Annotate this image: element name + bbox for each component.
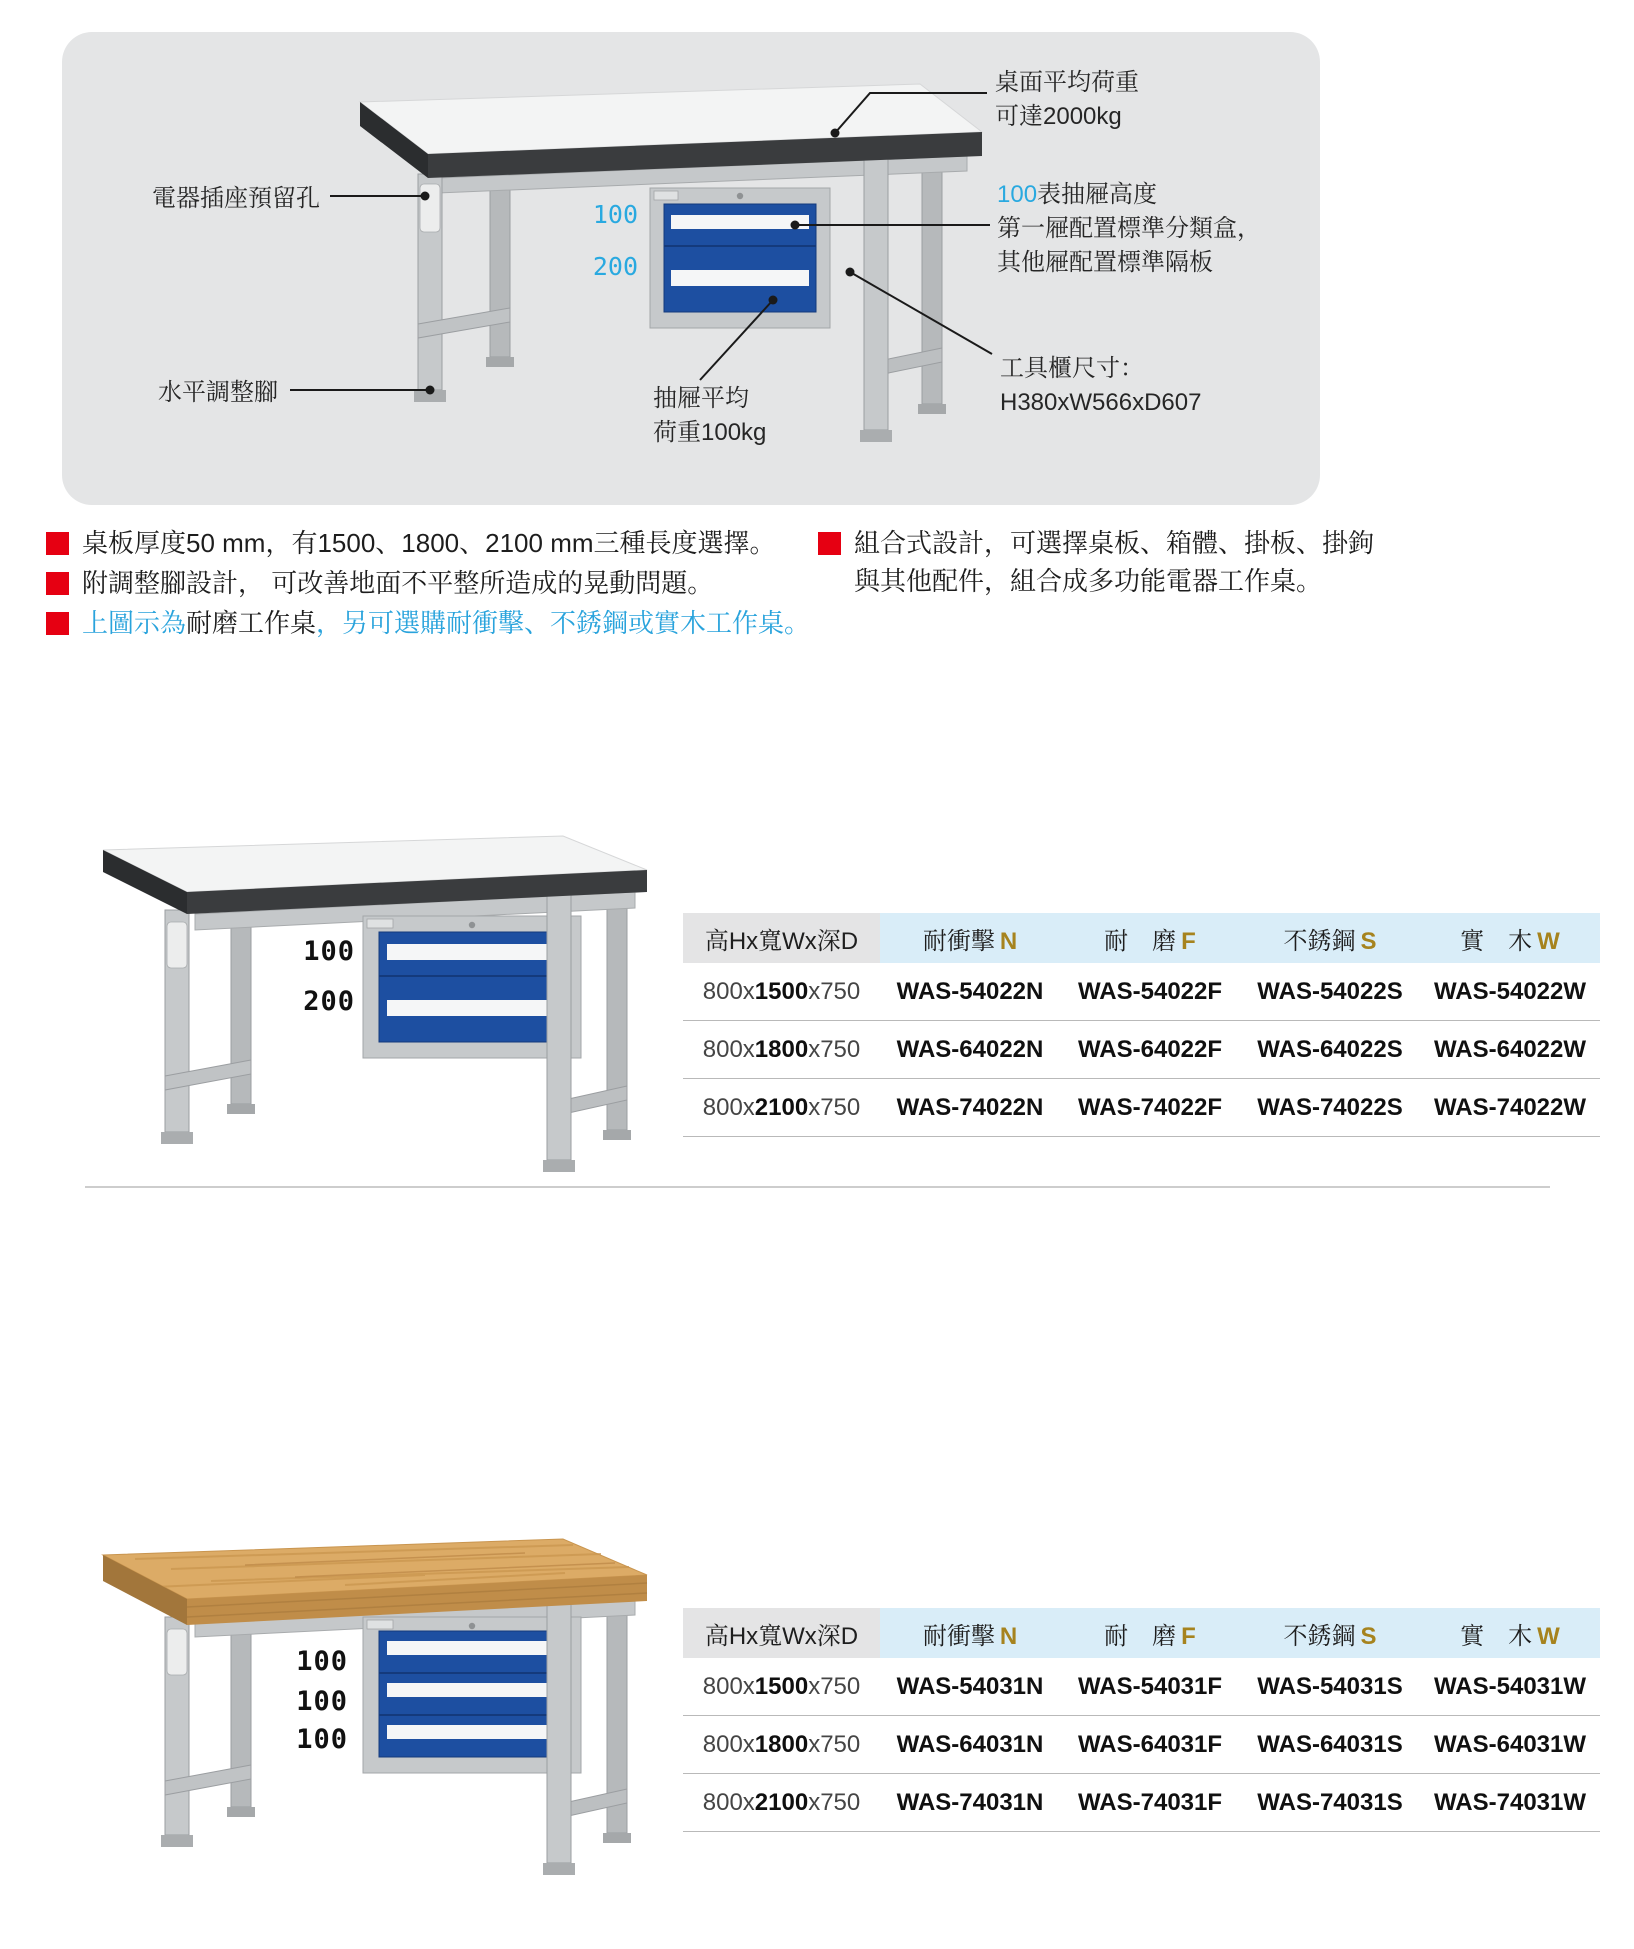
model-code: WAS-64031N	[880, 1716, 1060, 1774]
col-header-dimensions: 高Hx寬Wx深D	[683, 1608, 880, 1658]
model-code: WAS-64022F	[1060, 1021, 1240, 1079]
annotation-socket-hole: 電器插座預留孔	[152, 185, 320, 212]
col-header-impact: 耐衝擊 N	[880, 1608, 1060, 1658]
table-row	[683, 1079, 1600, 1137]
annotation-desk-load: 桌面平均荷重 可達2000kg	[995, 69, 1139, 130]
model-code: WAS-64022S	[1240, 1021, 1420, 1079]
col-header-stainless: 不銹鋼 S	[1240, 913, 1420, 963]
dimension-cell: 800x1500x750	[683, 963, 880, 1021]
model-code: WAS-54022W	[1420, 963, 1600, 1021]
workbench-laminate-illustration	[95, 830, 685, 1190]
col-header-abrasion: 耐 磨 F	[1060, 1608, 1240, 1658]
annotation-drawer-config: 第一屜配置標準分類盒， 其他屜配置標準隔板	[997, 215, 1261, 276]
table-row	[683, 1716, 1600, 1774]
col-header-wood: 實 木 W	[1420, 913, 1600, 963]
table-row	[683, 963, 1600, 1021]
drawer-height-label: 200	[303, 986, 355, 1017]
annotation-drawer-height: 100表抽屜高度	[997, 181, 1158, 208]
model-code: WAS-74031N	[880, 1774, 1060, 1832]
annotation-drawer-load: 抽屜平均 荷重100kg	[653, 385, 767, 446]
annotation-leveling-foot: 水平調整腳	[158, 379, 278, 406]
model-code: WAS-64031W	[1420, 1716, 1600, 1774]
model-code: WAS-54022S	[1240, 963, 1420, 1021]
drawer-height-label: 100	[303, 936, 355, 967]
workbench-wood-illustration	[95, 1533, 685, 1893]
model-code: WAS-64031F	[1060, 1716, 1240, 1774]
dimension-cell: 800x1800x750	[683, 1021, 880, 1079]
drawer-height-label: 100	[296, 1724, 348, 1755]
drawer-cabinet	[650, 188, 830, 328]
section-divider	[85, 1186, 1550, 1188]
col-header-impact: 耐衝擊 N	[880, 913, 1060, 963]
annotation-cabinet-size: 工具櫃尺寸： H380xW566xD607	[1000, 355, 1202, 416]
model-code: WAS-74022N	[880, 1079, 1060, 1137]
model-code: WAS-54022N	[880, 963, 1060, 1021]
bullet-adjustable-feet	[46, 564, 816, 602]
bullet-surface-options	[46, 604, 836, 642]
model-code: WAS-74022S	[1240, 1079, 1420, 1137]
bullet-text: 附調整腳設計， 可改善地面不平整所造成的晃動問題。	[82, 568, 714, 598]
drawer-height-label-100: 100	[592, 200, 638, 229]
model-code: WAS-54031S	[1240, 1658, 1420, 1716]
model-code: WAS-64022W	[1420, 1021, 1600, 1079]
bullet-square-icon	[46, 612, 69, 635]
col-header-abrasion: 耐 磨 F	[1060, 913, 1240, 963]
col-header-stainless: 不銹鋼 S	[1240, 1608, 1420, 1658]
table-row	[683, 1658, 1600, 1716]
bullet-text: 桌板厚度50 mm，有1500、1800、2100 mm三種長度選擇。	[82, 528, 776, 558]
drawer-height-label: 100	[296, 1646, 348, 1677]
model-code: WAS-64022N	[880, 1021, 1060, 1079]
dimension-cell: 800x2100x750	[683, 1079, 880, 1137]
bullet-top-thickness	[46, 524, 816, 562]
dimension-cell: 800x1500x750	[683, 1658, 880, 1716]
socket-hole-plate	[420, 184, 440, 232]
model-code: WAS-54031N	[880, 1658, 1060, 1716]
bullet-square-icon	[46, 572, 69, 595]
bullet-text: 上圖示為耐磨工作桌，另可選購耐衝擊、不銹鋼或實木工作桌。	[82, 608, 811, 638]
table-row	[683, 1774, 1600, 1832]
drawer-height-label-200: 200	[592, 252, 638, 281]
model-code: WAS-54031W	[1420, 1658, 1600, 1716]
feature-panel	[62, 32, 1320, 505]
model-code: WAS-74031S	[1240, 1774, 1420, 1832]
drawer-height-label: 100	[296, 1686, 348, 1717]
model-code: WAS-74022W	[1420, 1079, 1600, 1137]
bullet-square-icon	[818, 532, 841, 555]
table-row	[683, 1021, 1600, 1079]
dimension-cell: 800x1800x750	[683, 1716, 880, 1774]
bullet-text: 組合式設計，可選擇桌板、箱體、掛板、掛鉤 與其他配件，組合成多功能電器工作桌。	[854, 528, 1375, 596]
spec-table-laminate	[683, 913, 1600, 1137]
model-code: WAS-74022F	[1060, 1079, 1240, 1137]
col-header-dimensions: 高Hx寬Wx深D	[683, 913, 880, 963]
bullet-square-icon	[46, 532, 69, 555]
model-code: WAS-54022F	[1060, 963, 1240, 1021]
table-header-row	[683, 913, 1600, 963]
bullet-modular-design	[818, 524, 1518, 600]
model-code: WAS-64031S	[1240, 1716, 1420, 1774]
col-header-wood: 實 木 W	[1420, 1608, 1600, 1658]
table-header-row	[683, 1608, 1600, 1658]
model-code: WAS-54031F	[1060, 1658, 1240, 1716]
dimension-cell: 800x2100x750	[683, 1774, 880, 1832]
model-code: WAS-74031W	[1420, 1774, 1600, 1832]
spec-table-wood	[683, 1608, 1600, 1832]
model-code: WAS-74031F	[1060, 1774, 1240, 1832]
